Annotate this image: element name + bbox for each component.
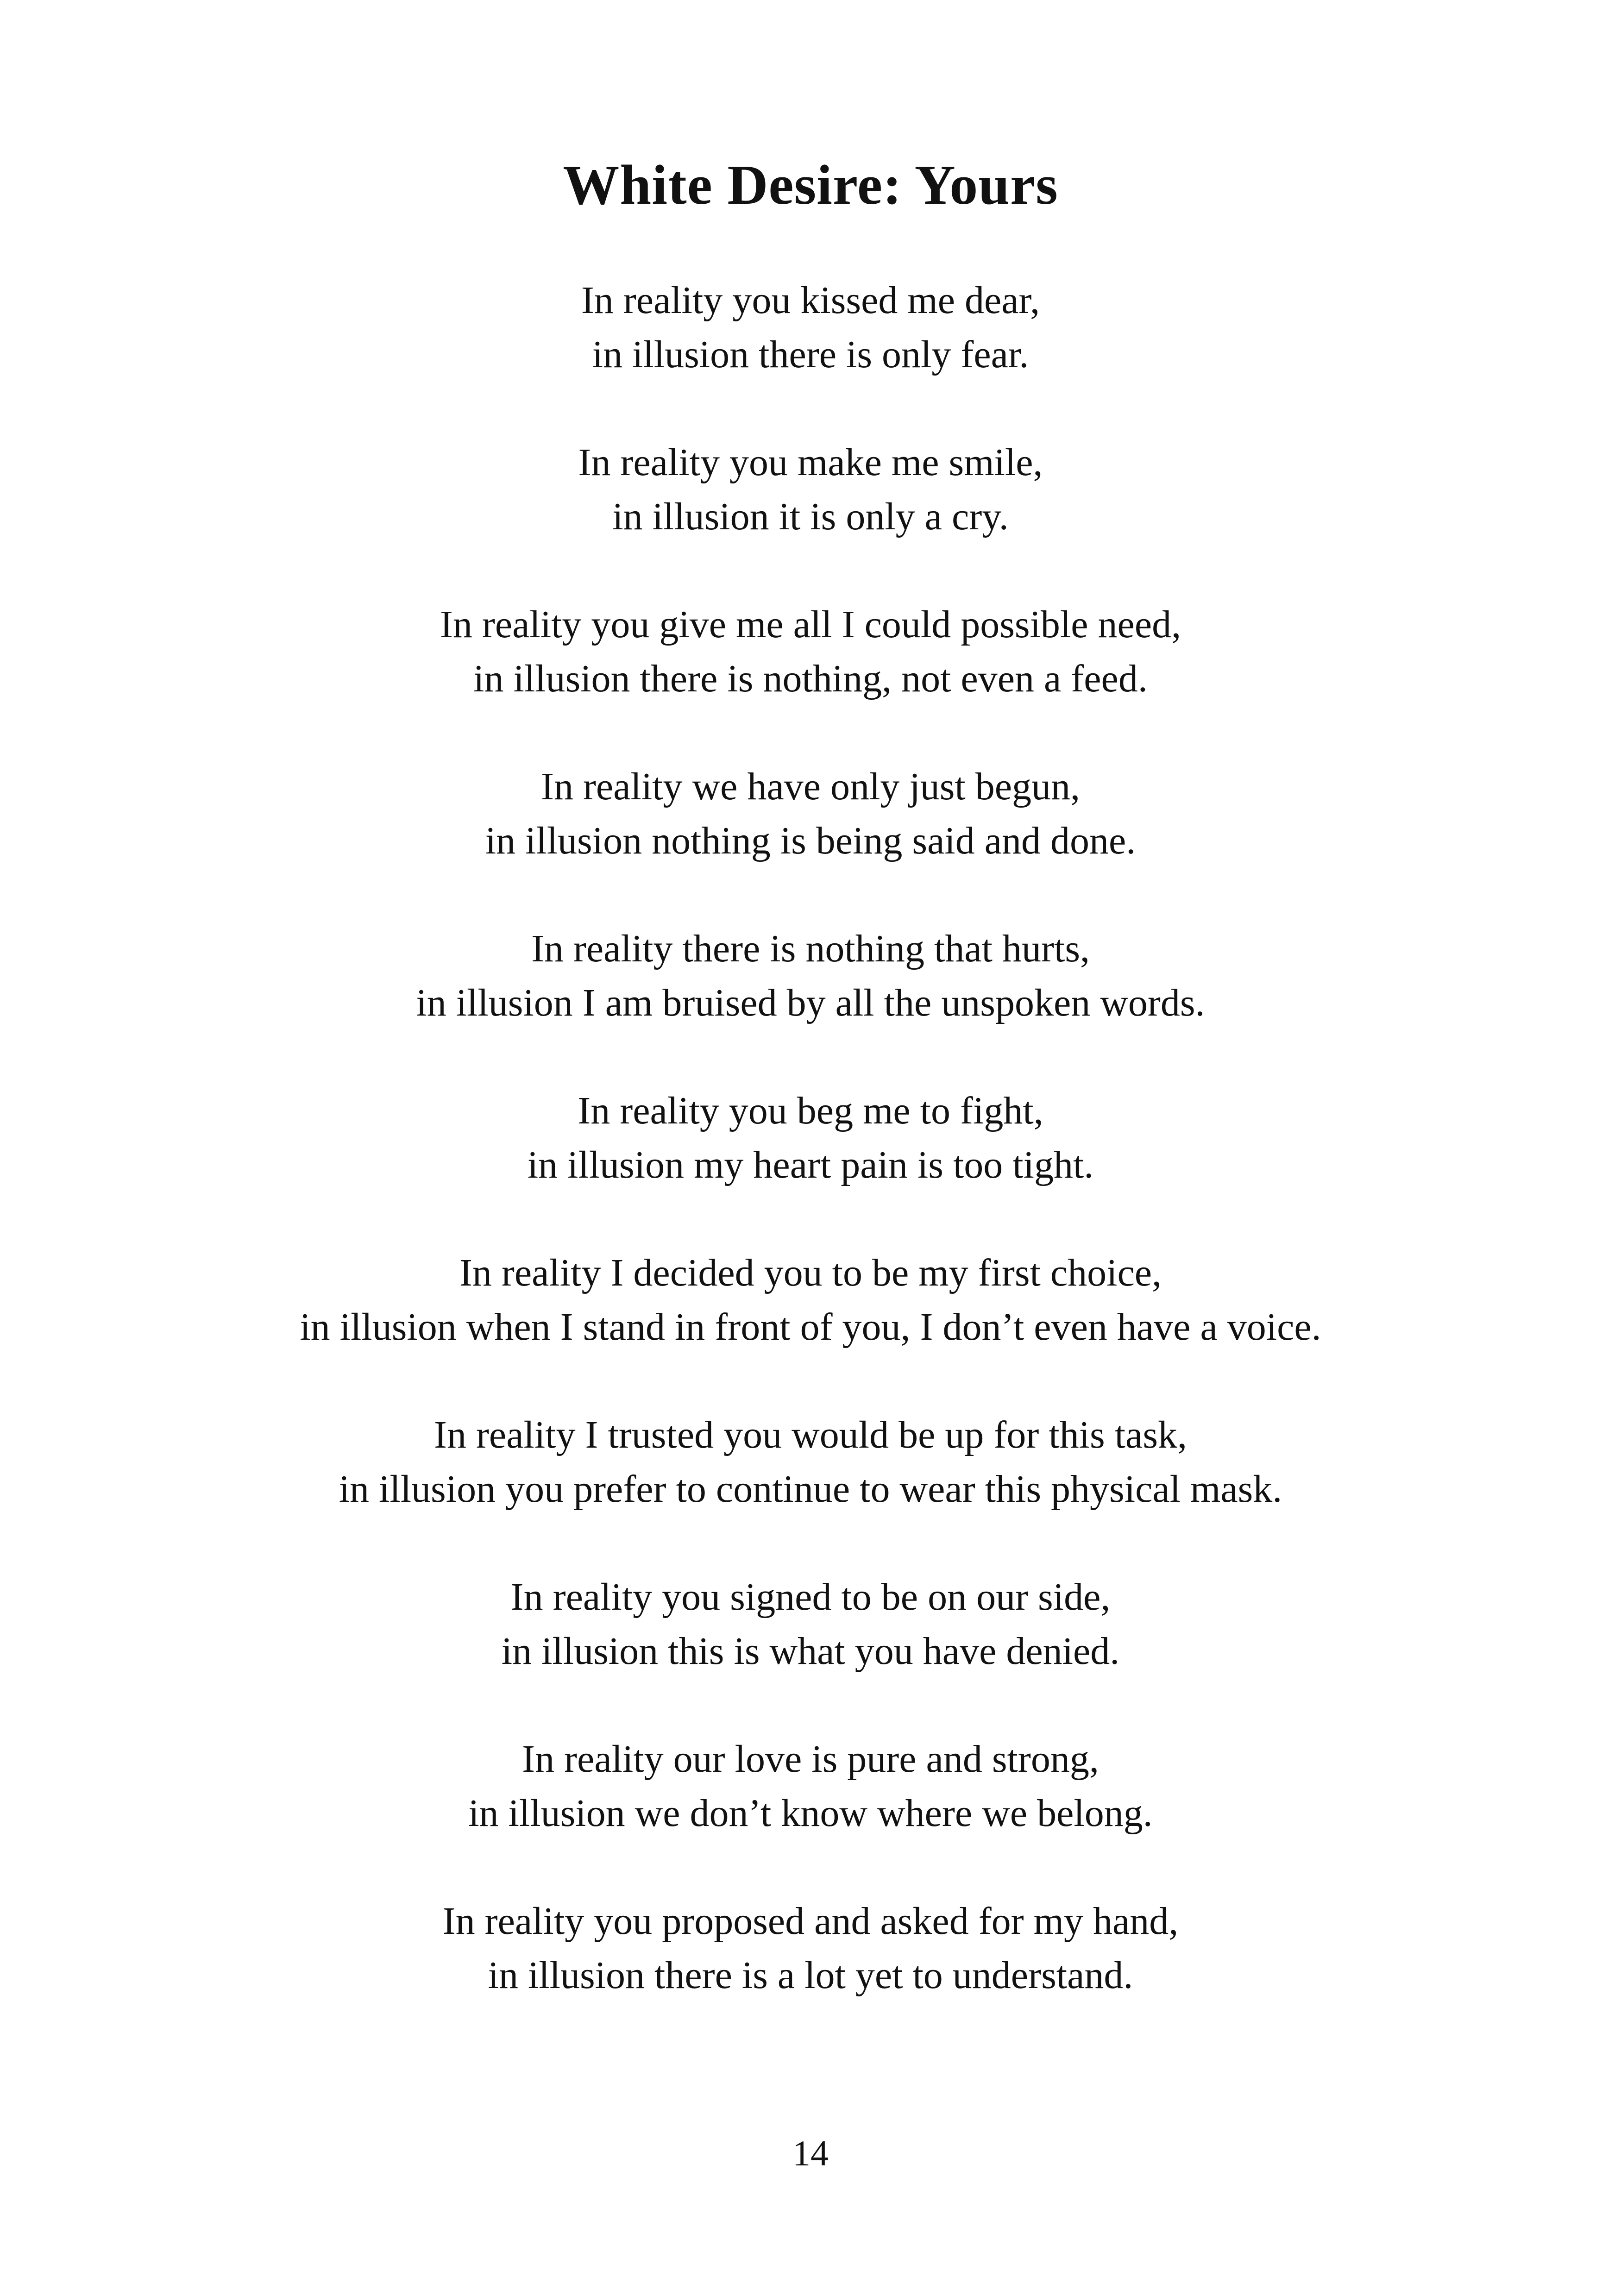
poem-line: in illusion it is only a cry. — [612, 495, 1009, 538]
poem-line: in illusion I am bruised by all the unspoken words. — [416, 981, 1205, 1024]
page-number: 14 — [792, 2133, 829, 2173]
stanza — [0, 922, 1621, 1030]
poem-line: in illusion we don’t know where we belong. — [468, 1792, 1153, 1835]
poem-line: In reality you give me all I could possible need, — [440, 603, 1181, 646]
stanza — [0, 1246, 1621, 1354]
poem-line: in illusion nothing is being said and done. — [485, 819, 1136, 862]
stanza — [0, 1408, 1621, 1516]
poem-line: in illusion my heart pain is too tight. — [527, 1143, 1094, 1186]
poem-line: In reality we have only just begun, — [540, 765, 1081, 808]
poem-line: in illusion when I stand in front of you, I don’t even have a voice. — [300, 1305, 1321, 1349]
poem-line: In reality our love is pure and strong, — [522, 1738, 1099, 1781]
poem-line: in illusion there is nothing, not even a feed. — [473, 657, 1148, 700]
poem-line: In reality you kissed me dear, — [581, 279, 1040, 322]
poem-line: In reality you beg me to fight, — [578, 1089, 1043, 1132]
poem-line: in illusion there is only fear. — [592, 333, 1029, 376]
poem-line: In reality there is nothing that hurts, — [531, 927, 1090, 970]
stanza — [0, 1084, 1621, 1192]
stanza — [0, 1732, 1621, 1840]
poem-body — [0, 273, 1621, 2002]
poem-line: in illusion you prefer to continue to wear this physical mask. — [339, 1468, 1282, 1511]
stanza — [0, 273, 1621, 382]
stanza — [0, 597, 1621, 706]
poem-line: In reality I decided you to be my first choice, — [459, 1251, 1162, 1294]
poem-line: in illusion this is what you have denied. — [501, 1630, 1120, 1673]
poem-title: White Desire: Yours — [563, 154, 1058, 216]
poem-line: In reality you make me smile, — [578, 441, 1043, 484]
stanza — [0, 1570, 1621, 1678]
poem-line: In reality you signed to be on our side, — [510, 1575, 1111, 1618]
poem-line: in illusion there is a lot yet to understand. — [488, 1954, 1133, 1997]
stanza — [0, 1894, 1621, 2002]
stanza — [0, 435, 1621, 544]
poem-line: In reality you proposed and asked for my hand, — [442, 1900, 1179, 1943]
stanza — [0, 759, 1621, 868]
poem-line: In reality I trusted you would be up for this task, — [434, 1413, 1187, 1456]
